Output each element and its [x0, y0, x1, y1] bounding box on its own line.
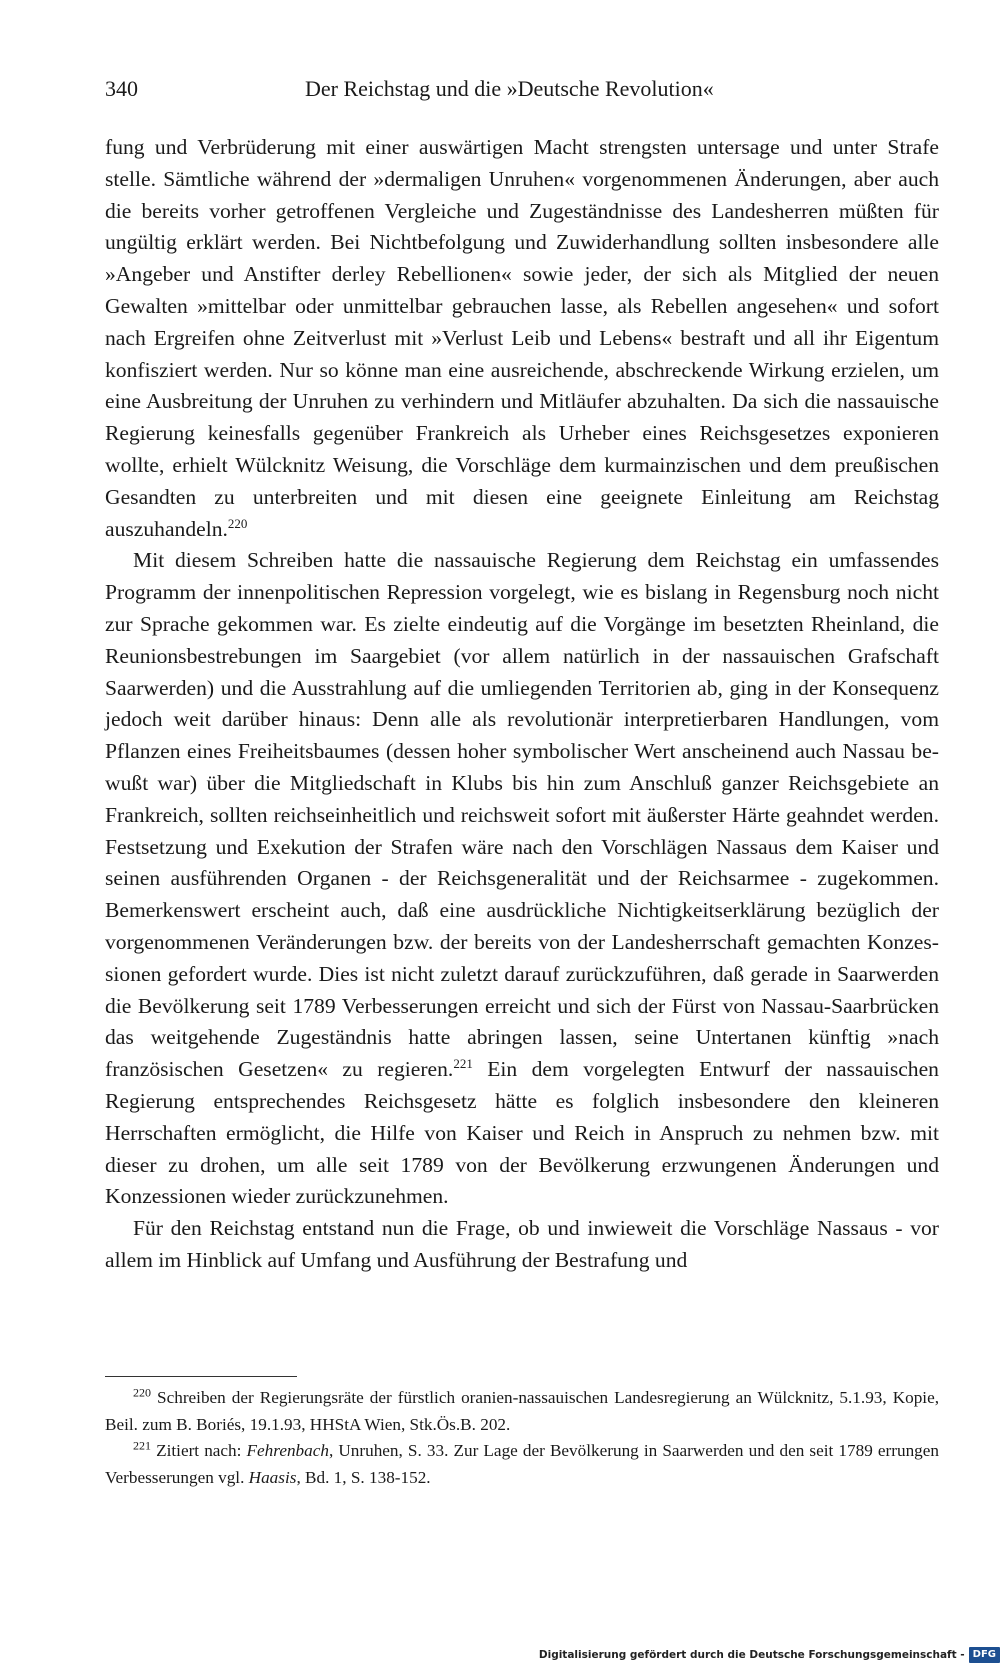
- paragraph-3-text: Für den Reichstag entstand nun die Frage, ob und inwieweit die Vorschläge Nassaus - vor allem im Hinblick auf Umfang und Ausführung der Bestrafung und: [105, 1216, 939, 1272]
- paragraph-2-text-b: Ein dem vorgelegten Entwurf der nassauischen Regierung entsprechendes Reichsgesetz hätte es folglich insbesondere den kleineren Herrschaften ermöglicht, die Hilfe von Kaiser und Reich in Anspruch zu nehmen bzw. mit dieser zu drohen, um alle seit 1789 von der Bevölkerung erzwungenen Änderungen und Konzessionen wieder zurückzunehmen.: [105, 1057, 939, 1209]
- running-title: Der Reichstag und die »Deutsche Revolution«: [305, 76, 714, 101]
- footnote-220: [105, 1385, 939, 1438]
- digitization-credit: [535, 1645, 1000, 1665]
- paragraph-1-text: fung und Verbrüderung mit einer auswärtigen Macht strengsten untersage und unter Strafe stelle. Sämtliche während der »dermaligen Unruhen« vorgenommenen Änderungen, aber auch die bereits vorher getroffenen Vergleiche und Zugeständnisse des Landesherren müßten für ungültig erklärt werden. Bei Nichtbefolgung und Zuwiderhandlung sollten insbesondere alle »Angeber und Anstifter derley Rebellionen« sowie jeder, der sich als Mitglied der neuen Gewalten »mittelbar oder unmittelbar gebrauchen lasse, als Rebellen angesehen« und sofort nach Ergreifen ohne Zeitverlust mit »Verlust Leib und Lebens« bestraft und all ihr Eigentum konfisziert werden. Nur so könne man eine ausreichende, abschreckende Wirkung erzielen, um eine Ausbreitung der Unruhen zu verhindern und Mitläufer abzuhalten. Da sich die nassauische Regierung keinesfalls gegenüber Frankreich als Urheber eines Reichsgesetzes exponieren wollte, erhielt Wülcknitz Weisung, die Vorschläge dem kurmainzischen und dem preußischen Gesandten zu unterbreiten und mit diesen eine geeignete Einleitung am Reichstag auszuhandeln.: [105, 135, 939, 541]
- body-text: [105, 132, 939, 1277]
- footnote-text-pre: Zitiert nach:: [156, 1441, 247, 1460]
- paragraph-2-text-a: Mit diesem Schreiben hatte die nassauische Regierung dem Reichstag ein umfassendes Programm der innenpolitischen Repression vorgelegt, wie es bislang in Regensburg noch nicht zur Sprache gekommen war. Es zielte eindeutig auf die Vorgänge im besetzten Rheinland, die Reunionsbestrebungen im Saargebiet (vor allem natürlich in der nassauischen Grafschaft Saarwerden) und die Ausstrahlung auf die umliegenden Territorien ab, ging in der Konsequenz jedoch weit darüber hinaus: Denn alle als revolutionär interpretierbaren Handlungen, vom Pflanzen eines Freiheitsbaumes (dessen hoher symbolischer Wert anscheinend auch Nassau bewußt war) über die Mitgliedschaft in Klubs bis hin zum Anschluß ganzer Reichsgebiete an Frankreich, sollten reichseinheitlich und reichsweit sofort mit äußerster Härte geahndet werden. Festsetzung und Exekution der Strafen wäre nach den Vorschlägen Nassaus dem Kaiser und seinen ausführenden Organen - der Reichsgeneralität und der Reichsarmee - zugekommen. Bemerkenswert erscheint auch, daß eine ausdrückliche Nichtigkeitserklärung bezüglich der vorgenommenen Veränderungen bzw. der bereits von der Landesherrschaft gemachten Konzessionen gefordert wurde. Dies ist nicht zuletzt darauf zurückzuführen, daß gerade in Saarwerden die Bevölkerung seit 1789 Verbesserungen erreicht und sich der Fürst von Nassau-Saarbrücken das weitgehende Zugeständnis hatte abringen lassen, seine Untertanen künftig »nach französischen Gesetzen« zu regieren.: [105, 548, 939, 1082]
- footnote-text: Schreiben der Regierungsräte der fürstlich oranien-nassauischen Landesregierung an Wülcknitz, 5.1.93, Kopie, Beil. zum B. Boriés, 19.1.93, HHStA Wien, Stk.Ös.B. 202.: [105, 1388, 940, 1434]
- footnotes: [105, 1385, 939, 1491]
- page-header: [105, 76, 940, 110]
- footnote-author: Fehrenbach: [246, 1441, 329, 1460]
- footnote-ref-221[interactable]: 221: [453, 1055, 473, 1071]
- paragraph-3: [105, 1213, 939, 1277]
- paragraph-1: [105, 132, 939, 545]
- footnote-text-mid: , Unruhen, S. 33. Zur Lage der Bevölkerung in Saarwerden und den seit 1789 errungen Verbesserungen vgl.: [105, 1441, 939, 1487]
- footnote-ref-220[interactable]: 220: [227, 515, 248, 531]
- footnote-number: 221: [133, 1438, 151, 1453]
- footnote-author: Haasis: [248, 1467, 297, 1487]
- paragraph-2: [105, 545, 939, 1213]
- footnote-divider: [105, 1376, 297, 1377]
- footnote-text-post: , Bd. 1, S. 138-152.: [296, 1467, 431, 1487]
- credit-text: Digitalisierung gefördert durch die Deutsche Forschungsgemeinschaft -: [538, 1649, 965, 1661]
- footnote-number: 220: [133, 1385, 151, 1400]
- dfg-logo[interactable]: DFG: [969, 1647, 1000, 1663]
- page-number: 340: [105, 76, 138, 101]
- footnote-221: [105, 1438, 939, 1491]
